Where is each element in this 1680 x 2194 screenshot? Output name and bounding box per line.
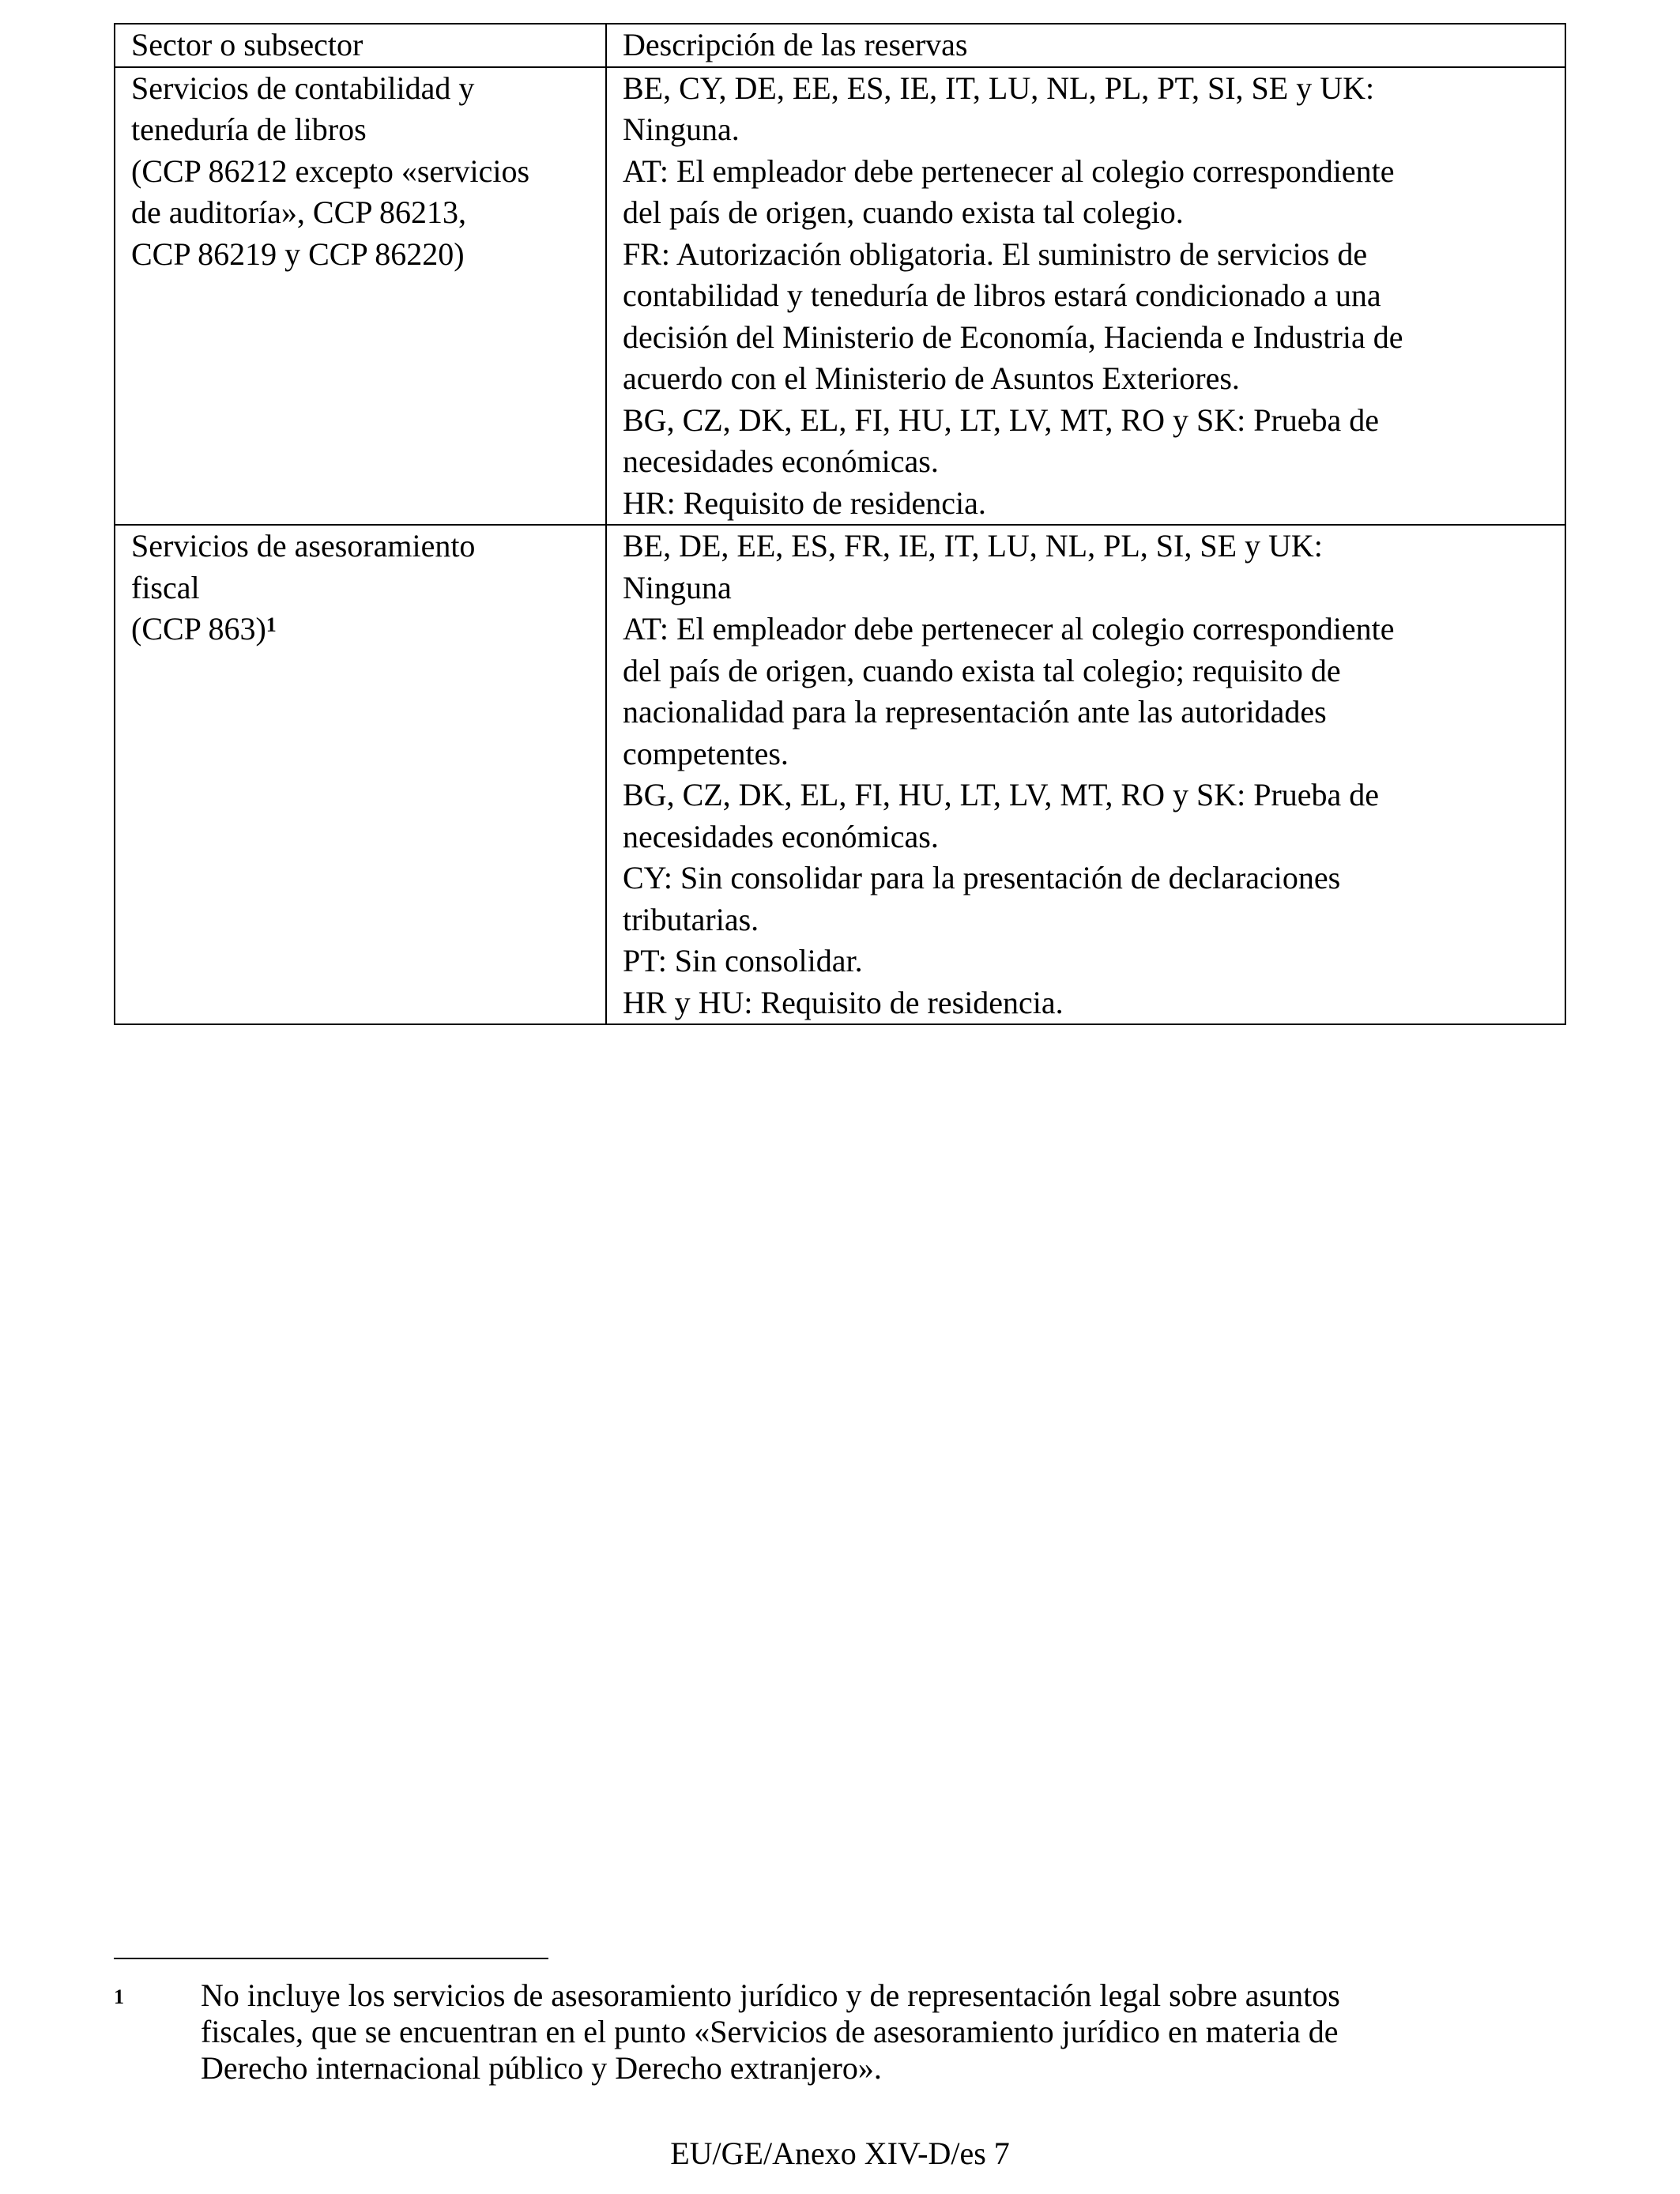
description-line: tributarias.	[623, 901, 759, 937]
description-line: HR y HU: Requisito de residencia.	[623, 984, 1064, 1020]
description-line: necesidades económicas.	[623, 818, 939, 854]
description-line: BG, CZ, DK, EL, FI, HU, LT, LV, MT, RO y SK: Prueba de	[623, 401, 1380, 438]
sector-line: (CCP 86212 excepto «servicios	[131, 153, 530, 189]
page-footer: EU/GE/Anexo XIV-D/es 7	[670, 2136, 1010, 2171]
sector-cell	[115, 525, 606, 1024]
description-line: competentes.	[623, 735, 789, 771]
description-line: AT: El empleador debe pertenecer al colegio correspondiente	[623, 153, 1395, 189]
description-line: acuerdo con el Ministerio de Asuntos Exteriores.	[623, 360, 1240, 396]
description-cell	[606, 525, 1565, 1024]
footnote-text	[201, 1977, 1565, 2087]
description-line: BE, CY, DE, EE, ES, IE, IT, LU, NL, PL, PT, SI, SE y UK:	[623, 70, 1375, 106]
description-line: del país de origen, cuando exista tal colegio.	[623, 194, 1184, 230]
description-line: nacionalidad para la representación ante las autoridades	[623, 694, 1327, 729]
header-description-label: Descripción de las reservas	[623, 27, 968, 62]
description-line: BE, DE, EE, ES, FR, IE, IT, LU, NL, PL, SI, SE y UK:	[623, 528, 1323, 564]
sector-code: (CCP 863)	[131, 611, 266, 647]
sector-code-line	[131, 609, 597, 650]
description-line: AT: El empleador debe pertenecer al colegio correspondiente	[623, 611, 1395, 647]
sector-line: CCP 86219 y CCP 86220)	[131, 236, 465, 272]
description-line: BG, CZ, DK, EL, FI, HU, LT, LV, MT, RO y SK: Prueba de	[623, 777, 1380, 812]
footnote-line: No incluye los servicios de asesoramiento jurídico y de representación legal sobre asuntos	[201, 1977, 1340, 2013]
footnote-reference[interactable]: 1	[266, 613, 277, 636]
table-row	[115, 525, 1565, 1024]
sector-line: Servicios de contabilidad y	[131, 70, 475, 106]
footnote-line: fiscales, que se encuentran en el punto «Servicios de asesoramiento jurídico en materia de	[201, 2014, 1339, 2049]
sector-line: fiscal	[131, 569, 200, 605]
sector-line: Servicios de asesoramiento	[131, 528, 476, 564]
header-sector-label: Sector o subsector	[131, 27, 363, 62]
sector-line: de auditoría», CCP 86213,	[131, 194, 467, 230]
description-line: contabilidad y teneduría de libros estará condicionado a una	[623, 277, 1381, 313]
description-line: decisión del Ministerio de Economía, Hacienda e Industria de	[623, 319, 1403, 355]
sector-cell	[115, 67, 606, 526]
description-line: HR: Requisito de residencia.	[623, 484, 986, 521]
header-sector-cell	[115, 24, 606, 67]
description-line: Ninguna	[623, 569, 732, 605]
footnote-separator	[114, 1958, 548, 1959]
description-line: FR: Autorización obligatoria. El suministro de servicios de	[623, 236, 1368, 272]
description-line: Ninguna.	[623, 111, 740, 147]
sector-line: teneduría de libros	[131, 111, 367, 147]
description-line: PT: Sin consolidar.	[623, 943, 863, 978]
description-line: del país de origen, cuando exista tal colegio; requisito de	[623, 652, 1341, 688]
footnote-marker: 1	[114, 1985, 124, 2008]
description-cell	[606, 67, 1565, 526]
footnote-line: Derecho internacional público y Derecho extranjero».	[201, 2050, 882, 2086]
footnote	[114, 1977, 1565, 2087]
header-description-cell	[606, 24, 1565, 67]
reserves-table	[114, 23, 1566, 1025]
description-line: necesidades económicas.	[623, 443, 939, 479]
description-line: CY: Sin consolidar para la presentación de declaraciones	[623, 860, 1341, 895]
table-row	[115, 67, 1565, 526]
table-header-row	[115, 24, 1565, 67]
